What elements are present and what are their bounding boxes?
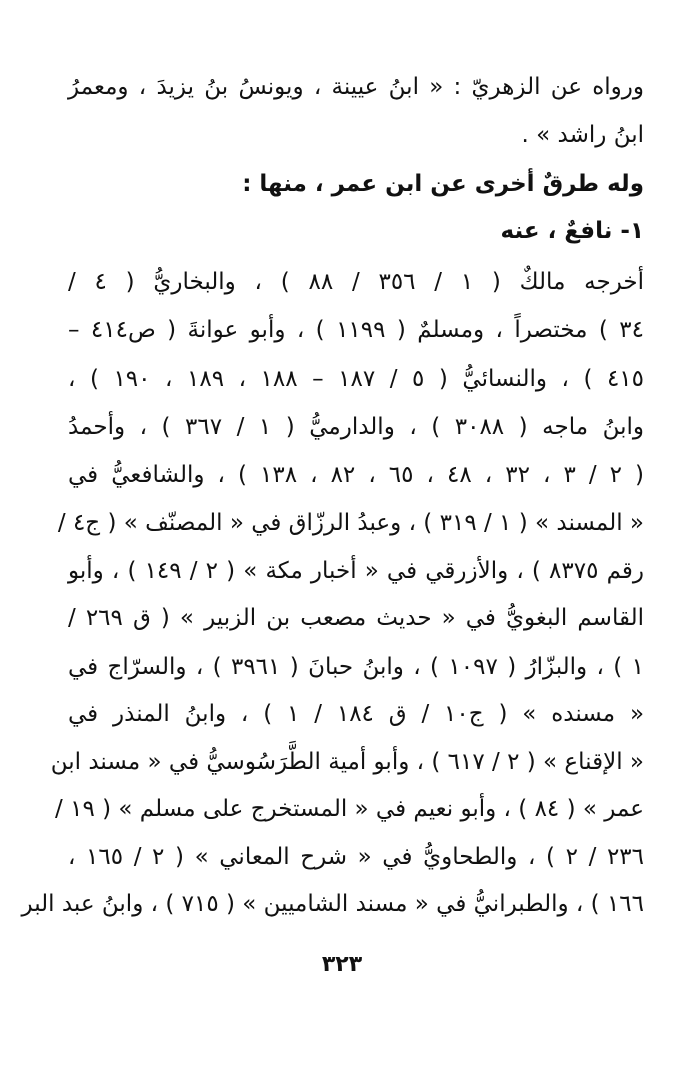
text-line: ٤١٥ ) ، والنسائيُّ ( ٥ / ١٨٧ – ١٨٨ ، ١٨٩ ، ١٩٠ ) ، [68, 366, 645, 392]
text-line: رقم ٨٣٧٥ ) ، والأزرقي في « أخبار مكة » ( ٢ / ١٤٩ ) ، وأبو [68, 558, 644, 584]
text-line: أخرجه مالكٌ ( ١ / ٣٥٦ / ٨٨ ) ، والبخاريُّ ( ٤ / [68, 269, 644, 295]
text-line: ٣٤ ) مختصراً ، ومسلمٌ ( ١١٩٩ ) ، وأبو عوانةَ ( ص٤١٤ – [68, 317, 644, 343]
text-line: عمر » ( ٨٤ ) ، وأبو نعيم في « المستخرج على مسلم » ( ١٩ / [55, 796, 644, 822]
text-line: « المسند » ( ١ / ٣١٩ ) ، وعبدُ الرزّاق في « المصنّف » ( ج٤ / [57, 510, 644, 536]
text-line: « الإقناع » ( ٢ / ٦١٧ ) ، وأبو أمية الطَّرَسُوسيُّ في « مسند ابن [50, 749, 644, 775]
page-number: ٣٢٣ [321, 952, 363, 977]
text-line: ١٦٦ ) ، والطبرانيُّ في « مسند الشاميين » ( ٧١٥ ) ، وابنُ عبد البر [21, 891, 644, 917]
text-line: ورواه عن الزهريّ : « ابنُ عيينة ، ويونسُ بنُ يزيدَ ، ومعمرُ [68, 74, 644, 100]
text-line: ( ٢ / ٣ ، ٣٢ ، ٤٨ ، ٦٥ ، ٨٢ ، ١٣٨ ) ، والشافعيُّ في [68, 462, 644, 488]
text-line: وله طرقٌ أخرى عن ابن عمر ، منها : [242, 171, 644, 197]
text-line: وابنُ ماجه ( ٣٠٨٨ ) ، والدارميُّ ( ١ / ٣٦٧ ) ، وأحمدُ [68, 414, 644, 440]
section-heading: ١- نافعٌ ، عنه [500, 218, 644, 244]
text-line: ٢٣٦ / ٢ ) ، والطحاويُّ في « شرح المعاني » ( ٢ / ١٦٥ ، [68, 844, 644, 870]
text-line: القاسم البغويُّ في « حديث مصعب بن الزبير » ( ق ٢٦٩ / [68, 605, 644, 631]
text-line: ١ ) ، والبزّارُ ( ١٠٩٧ ) ، وابنُ حبانَ ( ٣٩٦١ ) ، والسرّاج في [68, 654, 645, 680]
text-line: ابنُ راشد » . [521, 122, 644, 148]
text-line: « مسنده » ( ج١٠ / ق ١٨٤ / ١ ) ، وابنُ المنذر في [68, 701, 645, 727]
